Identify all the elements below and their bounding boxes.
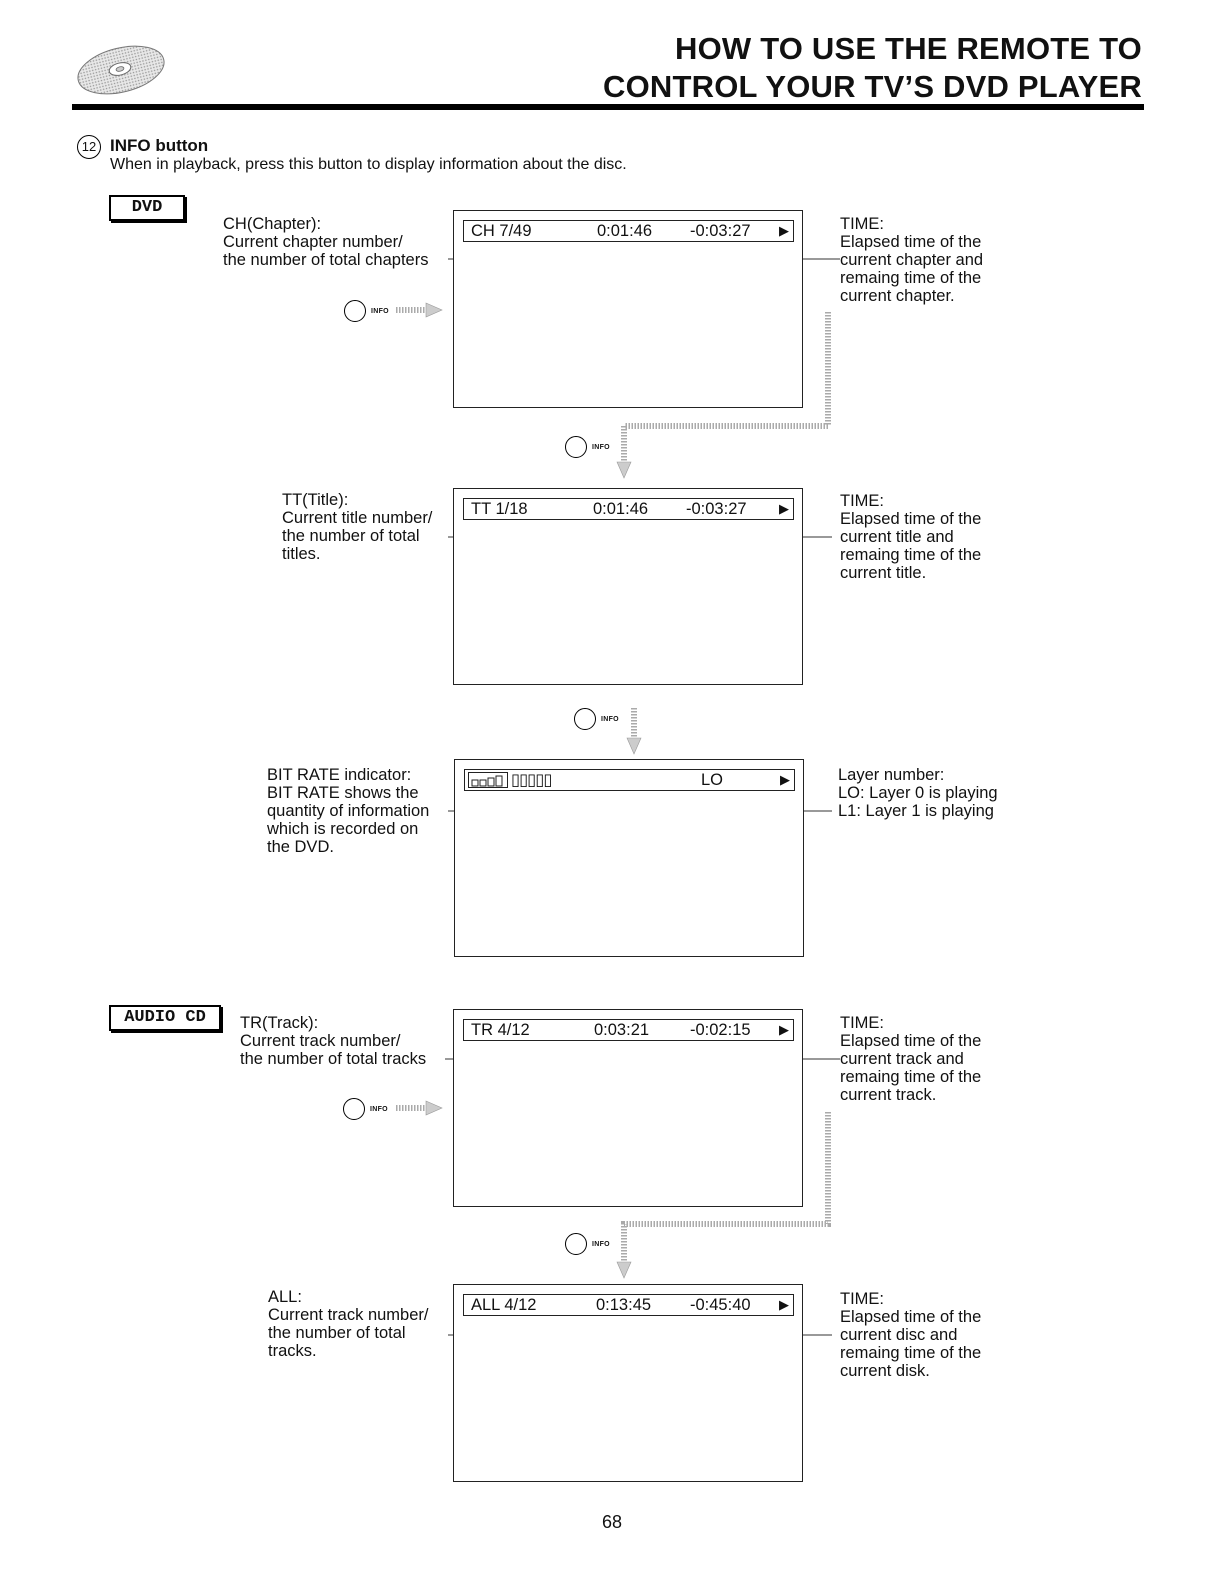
info-button-icon [344,300,366,322]
dvd-tag: DVD [109,195,185,221]
elapsed-time: 0:01:46 [597,222,653,240]
remaining-time: -0:45:40 [690,1296,751,1314]
title-count: TT 1/18 [471,500,528,518]
tv-screen-title [453,488,803,685]
chapter-count: CH 7/49 [471,222,532,240]
track-label: TR(Track): Current track number/ the number of total tracks [240,1014,427,1068]
audio-cd-tag: AUDIO CD [109,1005,221,1031]
info-button-label: INFO [601,716,619,723]
bit-rate-label: BIT RATE indicator: BIT RATE shows the quantity of information which is recorded on the DVD. [267,766,430,856]
play-icon: ▶ [779,223,789,238]
elapsed-time: 0:13:45 [596,1296,652,1314]
title-time-label: TIME: Elapsed time of the current title and remaing time of the current title. [840,492,982,582]
tv-screen-track [453,1009,803,1207]
remaining-time: -0:03:27 [686,500,747,518]
track-time-label: TIME: Elapsed time of the current track and remaing time of the current track. [840,1014,982,1104]
page-number: 68 [601,1512,623,1532]
play-icon: ▶ [779,501,789,516]
info-button-icon [565,436,587,458]
bit-rate-meter-icon [468,772,508,788]
title-line-2: CONTROL YOUR TV’S DVD PLAYER [602,69,1142,104]
info-button-label: INFO [370,1106,388,1113]
info-bar [463,1294,794,1316]
chapter-time-label: TIME: Elapsed time of the current chapter and remaing time of the current chapter. [840,215,984,305]
info-button-icon [343,1098,365,1120]
remaining-time: -0:03:27 [690,222,751,240]
tv-screen-chapter [453,210,803,408]
layer-number: LO [701,771,724,789]
play-icon: ▶ [780,772,790,787]
remaining-time: -0:02:15 [690,1021,751,1039]
elapsed-time: 0:03:21 [594,1021,650,1039]
info-bar [463,498,794,520]
tv-screen-bit-rate [454,759,804,957]
play-icon: ▶ [779,1022,789,1037]
info-button-label: INFO [592,1241,610,1248]
info-bar [463,220,794,242]
section-number: 12 [77,135,101,159]
info-bar [463,1019,794,1041]
info-button-icon [574,708,596,730]
tv-screen-all [453,1284,803,1482]
section-title: INFO button [110,136,209,155]
play-icon: ▶ [779,1297,789,1312]
info-bar [464,769,795,791]
info-button-label: INFO [371,308,389,315]
bit-rate-value: ▯▯▯▯▯ [511,771,552,789]
section-description: When in playback, press this button to display information about the disc. [110,156,627,173]
all-label: ALL: Current track number/ the number of total tracks. [268,1288,429,1360]
title-line-1: HOW TO USE THE REMOTE TO [675,31,1142,66]
info-button-icon [565,1233,587,1255]
all-track-count: ALL 4/12 [471,1296,537,1314]
title-label: TT(Title): Current title number/ the number of total titles. [282,491,433,563]
track-count: TR 4/12 [471,1021,530,1039]
layer-label: Layer number: LO: Layer 0 is playing L1: Layer 1 is playing [838,766,998,820]
chapter-label: CH(Chapter): Current chapter number/ the number of total chapters [223,215,429,269]
elapsed-time: 0:01:46 [593,500,649,518]
info-button-label: INFO [592,444,610,451]
disc-time-label: TIME: Elapsed time of the current disc and remaing time of the current disk. [840,1290,982,1380]
